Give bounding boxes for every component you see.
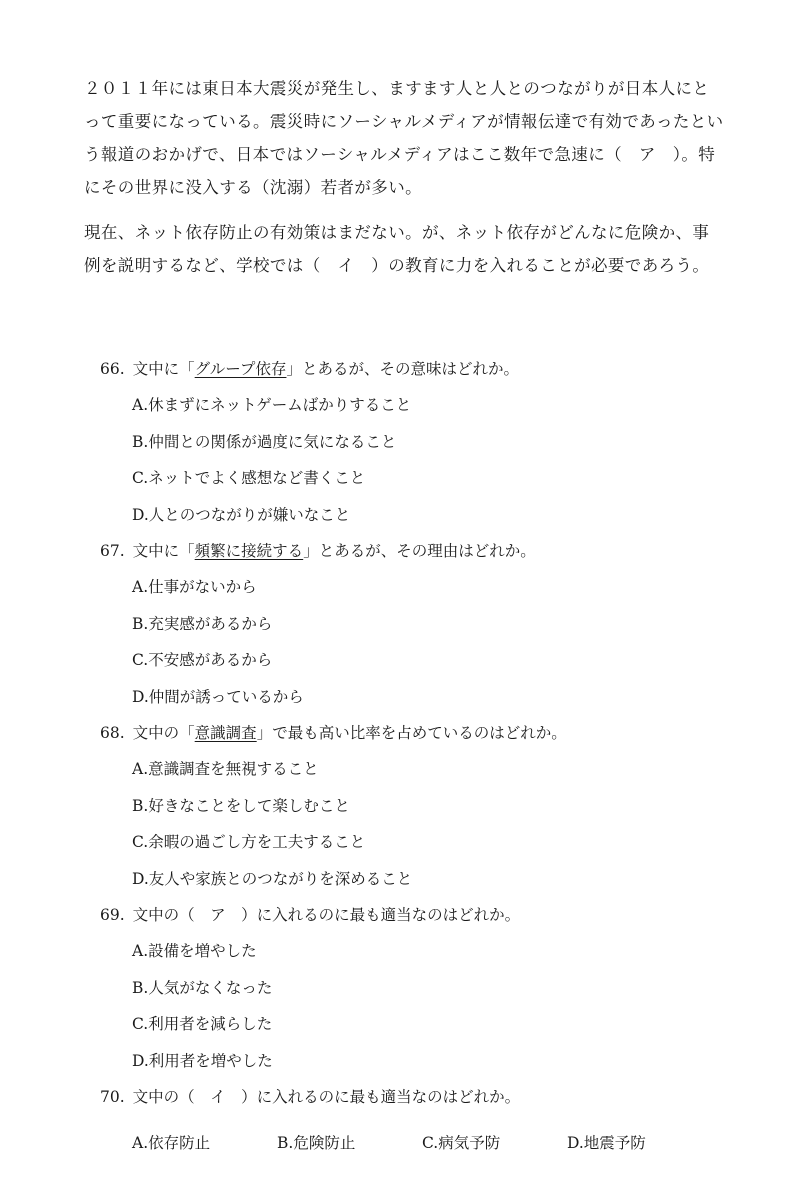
option-c: C.余暇の過ごし方を工夫すること (132, 833, 366, 851)
question-number: 66. (100, 360, 125, 378)
question-suffix: 」とあるが、その理由はどれか。 (303, 542, 536, 560)
option-c: C.病気予防 (422, 1134, 501, 1152)
underlined-term: 意識調査 (194, 724, 257, 742)
option-a: A.依存防止 (132, 1134, 211, 1152)
question-70 (100, 1079, 720, 1161)
question-number: 68. (100, 724, 125, 742)
question-prefix: 文中の「 (132, 724, 195, 742)
options-row (132, 1125, 720, 1161)
question-title (100, 533, 720, 569)
question-number: 67. (100, 542, 125, 560)
question-title (100, 1079, 720, 1115)
option-d: D.利用者を増やした (132, 1051, 273, 1070)
question-66 (100, 351, 720, 533)
question-title (100, 897, 720, 933)
question-suffix: 」で最も高い比率を占めているのはどれか。 (256, 724, 567, 742)
option-d: D.地震予防 (567, 1134, 646, 1152)
passage-paragraph-2: 現在、ネット依存防止の有効策はまだない。が、ネット依存がどんなに危険か、事例を説明するなど、学校では（ イ ）の教育に力を入れることが必要であろう。 (84, 223, 710, 275)
underlined-term: 頻繁に接続する (194, 542, 304, 560)
passage-paragraph-1: ２０１１年には東日本大震災が発生し、ますます人と人とのつながりが日本人にとって重要になっている。震災時にソーシャルメディアが情報伝達で有効であったという報道のおかげで、日本ではソーシャルメディアはここ数年で急速に（ ア ）。特にその世界に没入する（沈溺）若者が多い。 (84, 79, 724, 197)
question-number: 69. (100, 906, 125, 924)
question-prefix: 文中に「 (132, 542, 195, 560)
option-d: D.友人や家族とのつながりを深めること (132, 869, 413, 888)
option-b: B.充実感があるから (132, 614, 273, 633)
option-d: D.仲間が誘っているから (132, 687, 304, 706)
option-a: A.休まずにネットゲームばかりすること (132, 396, 412, 414)
option-b: B.人気がなくなった (132, 978, 273, 997)
option-a: A.設備を増やした (132, 942, 257, 960)
option-b: B.危険防止 (277, 1134, 356, 1152)
question-title (100, 715, 720, 751)
option-c: C.利用者を減らした (132, 1015, 273, 1033)
question-suffix: 」とあるが、その意味はどれか。 (286, 360, 519, 378)
option-d: D.人とのつながりが嫌いなこと (132, 505, 351, 524)
question-title (100, 351, 720, 387)
question-69 (100, 897, 720, 1079)
underlined-term: グループ依存 (194, 360, 287, 378)
question-number: 70. (100, 1088, 125, 1106)
option-c: C.不安感があるから (132, 651, 273, 669)
option-b: B.仲間との関係が過度に気になること (132, 432, 397, 451)
question-prefix: 文中に「 (132, 360, 195, 378)
option-b: B.好きなことをして楽しむこと (132, 796, 350, 815)
option-a: A.仕事がないから (132, 578, 257, 596)
question-68 (100, 715, 720, 897)
question-prefix: 文中の（ イ ）に入れるのに最も適当なのはどれか。 (132, 1088, 521, 1106)
option-a: A.意識調査を無視すること (132, 760, 319, 778)
question-prefix: 文中の（ ア ）に入れるのに最も適当なのはどれか。 (132, 906, 521, 924)
reading-passage (84, 72, 724, 282)
question-67 (100, 533, 720, 715)
option-c: C.ネットでよく感想など書くこと (132, 469, 366, 487)
